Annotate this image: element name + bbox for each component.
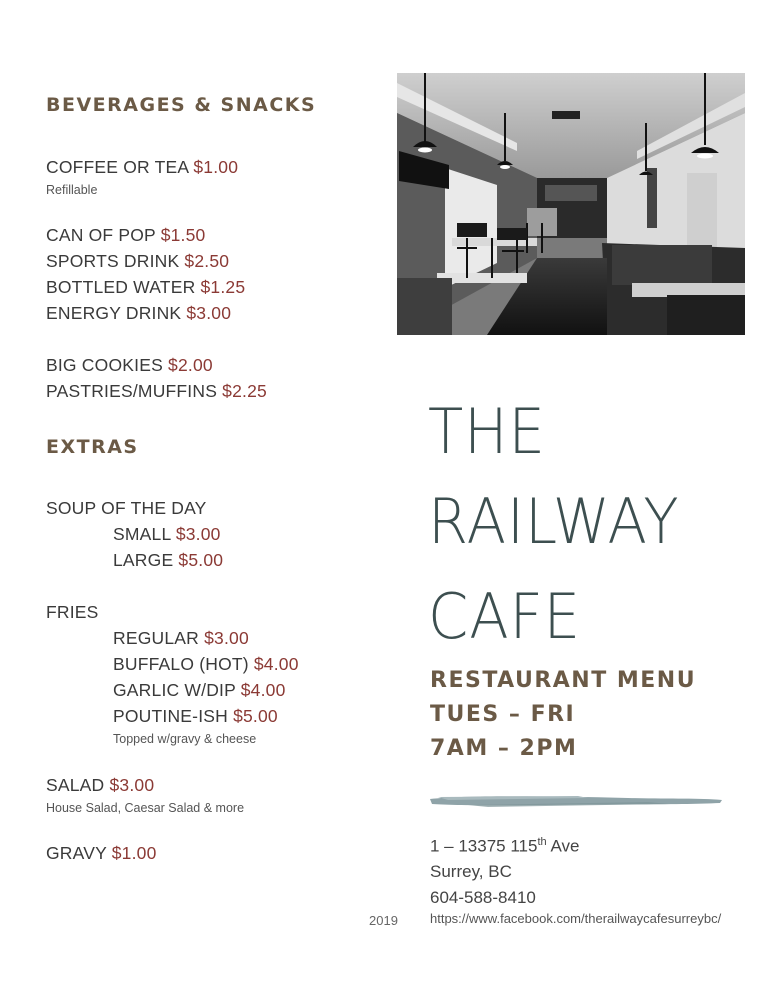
- address-line: [430, 836, 579, 857]
- item-price: $5.00: [233, 706, 278, 726]
- title-line-cafe: CAFE: [428, 580, 582, 653]
- item-price: $2.00: [168, 355, 213, 375]
- menu-item-salad: [46, 775, 154, 796]
- item-price: $2.25: [222, 381, 267, 401]
- menu-item-bottled-water: [46, 277, 245, 298]
- item-name: LARGE: [113, 550, 174, 570]
- item-name: CAN OF POP: [46, 225, 156, 245]
- item-name: BIG COOKIES: [46, 355, 163, 375]
- menu-item-energy-drink: [46, 303, 231, 324]
- title-line-railway: RAILWAY: [428, 485, 680, 558]
- city-line: Surrey, BC: [430, 862, 512, 881]
- item-price: $3.00: [175, 524, 221, 544]
- item-name: REGULAR: [113, 628, 200, 648]
- address-street: Ave: [546, 836, 580, 856]
- item-price: $5.00: [178, 550, 224, 570]
- menu-item-fries-regular: [113, 628, 249, 649]
- open-hours: 7AM – 2PM: [430, 736, 578, 761]
- item-name: BUFFALO (HOT): [113, 654, 249, 674]
- menu-item-soup: SOUP OF THE DAY: [46, 498, 207, 518]
- item-price: $1.00: [111, 843, 157, 863]
- facebook-url[interactable]: https://www.facebook.com/therailwaycafesurreybc/: [430, 911, 722, 926]
- item-name: SALAD: [46, 775, 105, 795]
- item-name: ENERGY DRINK: [46, 303, 182, 323]
- item-name: SPORTS DRINK: [46, 251, 180, 271]
- menu-item-fries-poutine: [113, 706, 278, 727]
- item-name: POUTINE-ISH: [113, 706, 228, 726]
- menu-item-fries-garlic: [113, 680, 286, 701]
- item-note-poutine: Topped w/gravy & cheese: [113, 732, 257, 746]
- beverages-heading: BEVERAGES & SNACKS: [46, 94, 317, 116]
- item-price: $3.00: [204, 628, 249, 648]
- address-suffix: th: [537, 836, 547, 848]
- item-price: $3.00: [186, 303, 232, 323]
- brush-stroke-divider: [428, 790, 724, 812]
- year-label: 2019: [369, 913, 398, 928]
- item-price: $1.00: [193, 157, 239, 177]
- address-number: 1 – 13375 115: [430, 836, 538, 856]
- open-days: TUES – FRI: [430, 702, 576, 727]
- extras-heading: EXTRAS: [46, 436, 139, 458]
- item-price: $3.00: [109, 775, 155, 795]
- item-price: $4.00: [253, 654, 299, 674]
- item-price: $2.50: [184, 251, 230, 271]
- menu-item-fries-buffalo: [113, 654, 299, 675]
- item-note-refillable: Refillable: [46, 183, 98, 197]
- item-name: GARLIC W/DIP: [113, 680, 236, 700]
- menu-item-fries: FRIES: [46, 602, 99, 622]
- item-price: $4.00: [240, 680, 286, 700]
- item-name: GRAVY: [46, 843, 107, 863]
- item-note-salad: House Salad, Caesar Salad & more: [46, 801, 245, 815]
- title-line-the: THE: [428, 395, 546, 468]
- restaurant-menu-label: RESTAURANT MENU: [430, 668, 697, 693]
- menu-item-soup-large: [113, 550, 223, 571]
- item-name: PASTRIES/MUFFINS: [46, 381, 218, 401]
- menu-item-gravy: [46, 843, 157, 864]
- menu-item-sports-drink: [46, 251, 229, 272]
- item-name: COFFEE OR TEA: [46, 157, 189, 177]
- item-price: $1.25: [200, 277, 246, 297]
- menu-item-can-of-pop: [46, 225, 205, 246]
- cafe-interior-photo: [397, 73, 745, 335]
- item-name: BOTTLED WATER: [46, 277, 196, 297]
- menu-item-big-cookies: [46, 355, 213, 376]
- item-name: SMALL: [113, 524, 171, 544]
- item-price: $1.50: [160, 225, 206, 245]
- menu-item-pastries: [46, 381, 267, 402]
- menu-item-coffee: [46, 157, 238, 178]
- phone-number: 604-588-8410: [430, 888, 536, 907]
- menu-item-soup-small: [113, 524, 221, 545]
